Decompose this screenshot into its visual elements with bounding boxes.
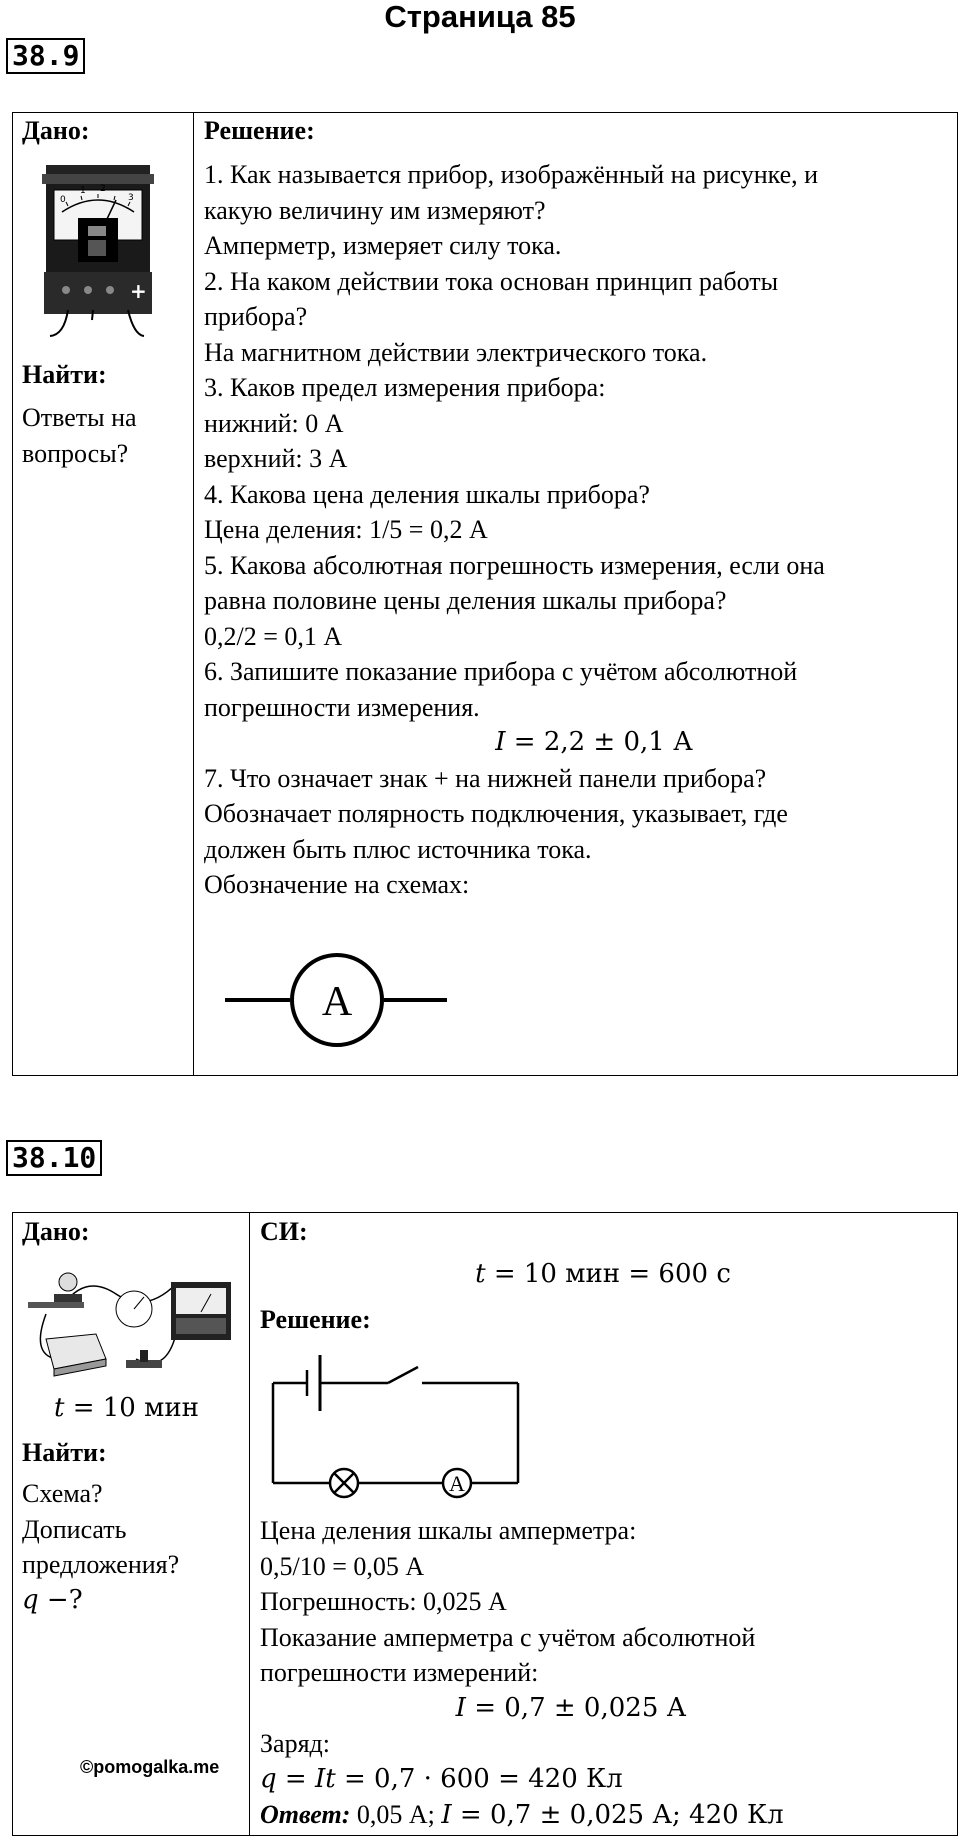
solution-line: прибора? <box>204 302 308 331</box>
page-title: Страница 85 <box>384 0 576 34</box>
charge-formula <box>260 1762 882 1798</box>
solution-line: 3. Каков предел измерения прибора: <box>204 373 606 402</box>
find-charge-rest: −? <box>38 1584 83 1615</box>
si-formula-rest: = 10 мин = 600 с <box>485 1259 731 1289</box>
problem-number-38-10: 38.10 <box>6 1140 102 1176</box>
solution-text <box>260 1513 882 1834</box>
solution-line: 1. Как называется прибор, изображённый на рисунке, и <box>204 160 819 189</box>
solution-line: верхний: 3 А <box>204 444 348 473</box>
si-var-t: t <box>475 1259 486 1289</box>
solution-line: равна половине цены деления шкалы прибора? <box>204 586 727 615</box>
table-divider <box>249 1212 250 1836</box>
formula-var-I: I <box>455 1692 466 1723</box>
given-time-rest: = 10 мин <box>64 1393 199 1423</box>
formula-rest: = 2,2 ± 0,1 А <box>505 727 693 757</box>
answer-label: Ответ: <box>260 1800 351 1829</box>
meter-scale-2: 2 <box>100 184 106 194</box>
answer-line <box>260 1797 882 1834</box>
given-label: Дано: <box>22 1217 90 1246</box>
formula-rest: = 0,7 ± 0,025 А <box>465 1692 687 1723</box>
solution-line: должен быть плюс источника тока. <box>204 834 592 864</box>
ammeter-symbol-letter: A <box>321 979 353 1025</box>
find-text-line: предложения? <box>22 1550 180 1579</box>
solution-label: Решение: <box>204 116 315 145</box>
solution-line: 0,2/2 = 0,1 А <box>204 621 343 651</box>
solution-text <box>204 157 960 903</box>
solution-line: 2. На каком действии тока основан принцип работы <box>204 266 779 296</box>
solution-line: 6. Запишите показание прибора с учётом абсолютной <box>204 657 798 686</box>
find-var-q: q <box>22 1584 39 1615</box>
formula-current <box>260 1691 882 1727</box>
given-time <box>54 1391 199 1427</box>
meter-scale-0: 0 <box>60 195 66 205</box>
solution-line: Обозначает полярность подключения, указывает, где <box>204 799 788 828</box>
find-text <box>22 400 137 471</box>
charge-eq: = <box>276 1763 315 1794</box>
problem-number-38-9: 38.9 <box>6 38 85 74</box>
find-text-line: вопросы? <box>22 438 129 468</box>
solution-label: Решение: <box>260 1305 371 1334</box>
answer-text: 0,05 А; <box>350 1800 442 1829</box>
solution-line: Погрешность: 0,025 А <box>260 1587 507 1616</box>
solution-line: 4. Какова цена деления шкалы прибора? <box>204 479 650 509</box>
charge-var-q: q <box>260 1763 277 1794</box>
solution-line: 0,5/10 = 0,05 А <box>260 1551 425 1581</box>
meter-scale-3: 3 <box>128 193 134 203</box>
si-formula <box>252 1257 954 1293</box>
solution-line: Цена деления: 1/5 = 0,2 А <box>204 515 488 544</box>
ammeter-symbol-diagram <box>222 955 452 1050</box>
solution-line: Амперметр, измеряет силу тока. <box>204 231 562 260</box>
charge-rest: = 0,7 · 600 = 420 Кл <box>335 1763 623 1794</box>
ammeter-device-image <box>38 160 158 340</box>
meter-plus-sign: + <box>130 279 147 303</box>
meter-scale-1: 1 <box>80 186 86 196</box>
circuit-ammeter-letter: A <box>449 1471 465 1496</box>
solution-line: погрешности измерения. <box>204 692 480 722</box>
solution-line: погрешности измерений: <box>260 1658 539 1687</box>
charge-var-t: t <box>325 1763 336 1794</box>
given-var-t: t <box>54 1393 65 1423</box>
watermark: ©pomogalka.me <box>80 1757 220 1777</box>
find-label: Найти: <box>22 360 107 389</box>
circuit-diagram <box>270 1355 522 1500</box>
find-label: Найти: <box>22 1438 107 1467</box>
table-divider <box>193 112 194 1076</box>
formula-var-I: I <box>495 727 506 757</box>
solution-line: Обозначение на схемах: <box>204 870 470 899</box>
solution-line: Показание амперметра с учётом абсолютной <box>260 1622 756 1652</box>
answer-var-I: I <box>441 1800 452 1830</box>
formula-current <box>204 725 960 761</box>
solution-line: Цена деления шкалы амперметра: <box>260 1516 637 1545</box>
si-label: СИ: <box>260 1217 308 1246</box>
charge-var-I: I <box>314 1763 326 1794</box>
solution-line: нижний: 0 А <box>204 408 344 438</box>
find-charge <box>22 1583 179 1619</box>
find-text <box>22 1476 179 1618</box>
solution-line: какую величину им измеряют? <box>204 195 546 225</box>
answer-text-rest: = 0,7 ± 0,025 А; 420 Кл <box>451 1800 784 1830</box>
experiment-setup-image <box>26 1264 236 1384</box>
solution-line: 7. Что означает знак + на нижней панели прибора? <box>204 763 767 793</box>
solution-line: 5. Какова абсолютная погрешность измерения, если она <box>204 550 825 580</box>
charge-label: Заряд: <box>260 1729 330 1758</box>
given-label: Дано: <box>22 116 90 145</box>
solution-line: На магнитном действии электрического тока. <box>204 337 708 367</box>
find-text-line: Дописать <box>22 1514 127 1544</box>
find-text-line: Ответы на <box>22 403 137 432</box>
find-text-line: Схема? <box>22 1479 103 1508</box>
